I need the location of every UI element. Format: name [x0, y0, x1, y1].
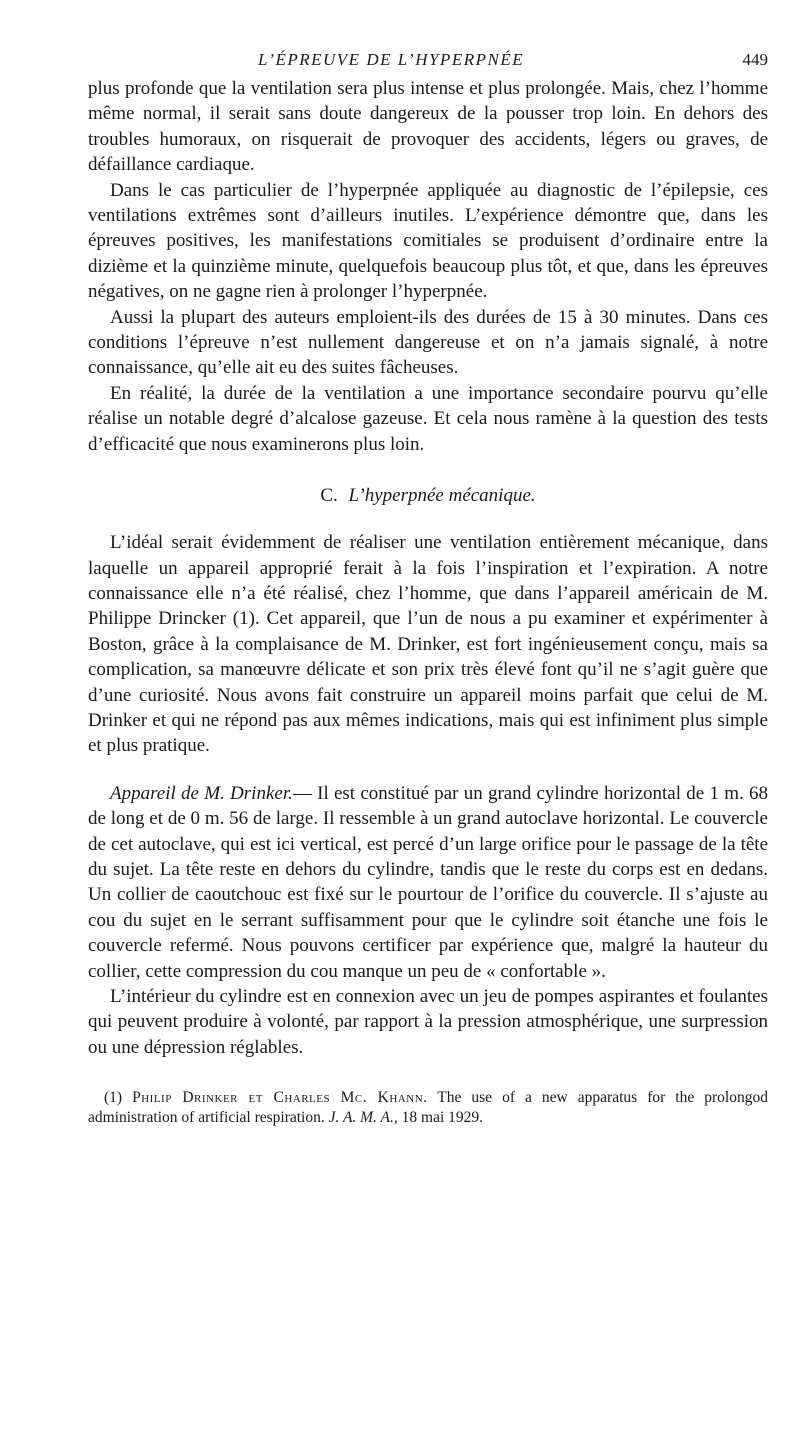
- paragraph-continuation: plus profonde que la ventilation sera plus intense et plus prolongée. Mais, chez l’homme même normal, il serait sans doute dangereux de la pousser trop loin. En dehors des troubles humoraux, on risquerait de provoquer des accidents, légers ou graves, de défaillance cardiaque.: [88, 78, 768, 176]
- paragraph-epilepsy: Dans le cas particulier de l’hyperpnée appliquée au diagnostic de l’épilepsie, ces ventilations extrêmes sont d’ailleurs inutiles. L’expérience démontre que, dans les épreuves positives, les manifestations comitiales se produisent d’ordinaire entre la dizième et la quinzième minute, quelquefois beaucoup plus tôt, et que, dans les épreuves négatives, on ne gagne rien à prolonger l’hyperpnée.: [88, 179, 768, 303]
- paragraph-mechanical-ventilation: L’idéal serait évidemment de réaliser une ventilation entièrement mécanique, dans laquelle un appareil approprié ferait à la fois l’inspiration et l’expiration. A notre connaissance elle n’a été réalisé, chez l’homme, que dans l’appareil américain de M. Philippe Drincker (1). Cet appareil, que l’un de nous a pu examiner et expérimenter à Boston, grâce à la complaisance de M. Drinker, est fort ingénieusement conçu, mais sa complication, sa manœuvre délicate et son prix très élevé font qu’il ne s’agit guère que d’une curiosité. Nous avons fait construire un appareil moins parfait que celui de M. Drinker et qui ne répond pas aux mêmes indications, mais qui est infiniment plus simple et plus pratique.: [88, 532, 768, 757]
- footnote: [88, 1088, 768, 1128]
- footnote-authors: Philip Drinker et Charles Mc. Khann.: [132, 1089, 428, 1107]
- page-number: 449: [742, 50, 768, 69]
- paragraph-pumps: L’intérieur du cylindre est en connexion avec un jeu de pompes aspirantes et foulantes qui peuvent produire à volonté, par rapport à la pression atmosphérique, une surpression ou une dépression réglables.: [88, 986, 768, 1058]
- footnote-journal: J. A. M. A.,: [328, 1109, 398, 1127]
- apparatus-body: — Il est constitué par un grand cylindre horizontal de 1 m. 68 de long et de 0 m. 56 de large. Il ressemble à un grand autoclave horizontal. Le couvercle de cet autoclave, qui est ici vertical, est percé d’un large orifice pour le passage de la tête du sujet. La tête reste en dehors du cylindre, tandis que le reste du corps est en dedans. Un collier de caoutchouc est fixé sur le pourtour de l’orifice du couvercle. Il s’ajuste au cou du sujet en le serrant suffisamment pour que le cylindre soit étanche une fois le couvercle refermé. Nous pouvons certificer par expérience que, malgré la hauteur du collier, cette compression du cou manque un peu de « confortable ».: [88, 782, 768, 982]
- footnote-title: The use of a new apparatus for the prolongod administration of artificial respiration.: [88, 1089, 768, 1127]
- paragraph-durations: Aussi la plupart des auteurs emploient-ils des durées de 15 à 30 minutes. Dans ces conditions l’épreuve n’est nullement dangereuse et on n’a jamais signalé, à notre connaissance, qu’elle ait eu des suites fâcheuses.: [88, 306, 768, 379]
- apparatus-lead: Appareil de M. Drinker.: [110, 782, 293, 804]
- paragraph-drinker-apparatus: [88, 781, 768, 984]
- section-heading: [88, 483, 768, 508]
- footnote-date: 18 mai 1929.: [401, 1109, 484, 1127]
- section-title: L’hyperpnée mécanique.: [348, 485, 536, 507]
- running-head: [88, 48, 768, 76]
- footnote-marker: (1): [104, 1089, 123, 1107]
- paragraph-alkalosis: En réalité, la durée de la ventilation a une importance secondaire pourvu qu’elle réalise un notable degré d’alcalose gazeuse. Et cela nous ramène à la question des tests d’efficacité que nous examinerons plus loin.: [88, 382, 768, 455]
- section-letter: C.: [320, 485, 338, 507]
- book-page: [88, 48, 768, 1128]
- running-title: L’ÉPREUVE DE L’HYPERPNÉE: [258, 50, 525, 69]
